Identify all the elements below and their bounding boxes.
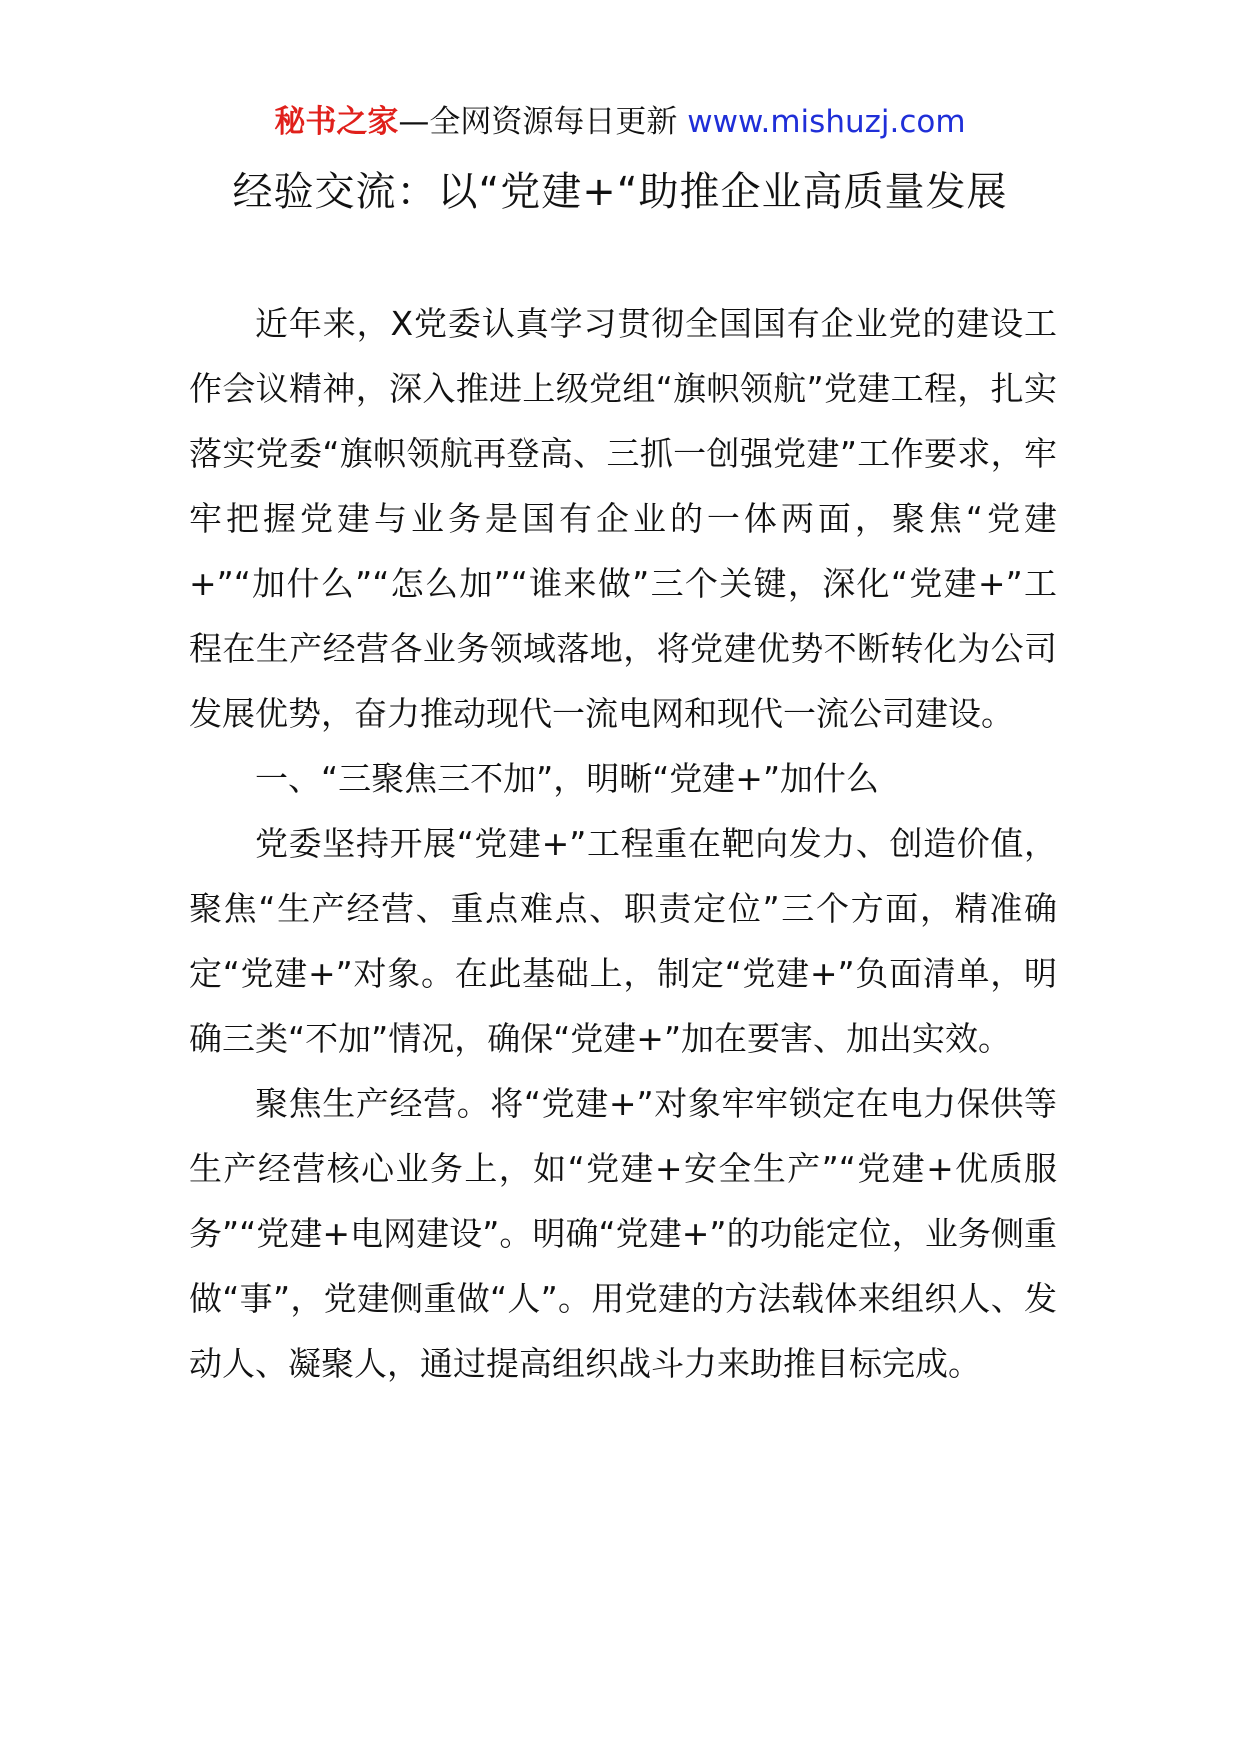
document-title: 经验交流：以“党建+“助推企业高质量发展 [232, 169, 1008, 215]
site-url-link[interactable]: www.mishuzj.com [687, 104, 966, 140]
document-body [189, 291, 1057, 1396]
paragraph-intro: 近年来，X党委认真学习贯彻全国国有企业党的建设工作会议精神，深入推进上级党组“旗帜领航”党建工程，扎实落实党委“旗帜领航再登高、三抓一创强党建”工作要求，牢牢把握党建与业务是国有企业的一体两面，聚焦“党建+”“加什么”“怎么加”“谁来做”三个关键，深化“党建+”工程在生产经营各业务领域落地，将党建优势不断转化为公司发展优势，奋力推动现代一流电网和现代一流公司建设。 [189, 304, 1057, 733]
section-heading-1: 一、“三聚焦三不加”，明晰“党建+”加什么 [255, 759, 880, 798]
paragraph-focus-production: 聚焦生产经营。将“党建+”对象牢牢锁定在电力保供等生产经营核心业务上，如“党建+安全生产”“党建+优质服务”“党建+电网建设”。明确“党建+”的功能定位，业务侧重做“事”，党建侧重做“人”。用党建的方法载体来组织人、发动人、凝聚人，通过提高组织战斗力来助推目标完成。 [189, 1084, 1057, 1383]
brand-name: 秘书之家 [274, 104, 399, 140]
paragraph-section-1: 党委坚持开展“党建+”工程重在靶向发力、创造价值，聚焦“生产经营、重点难点、职责定位”三个方面，精准确定“党建+”对象。在此基础上，制定“党建+”负面清单，明确三类“不加”情况，确保“党建+”加在要害、加出实效。 [189, 824, 1057, 1058]
site-header [0, 100, 1240, 144]
header-tagline: —全网资源每日更新 [398, 104, 688, 140]
